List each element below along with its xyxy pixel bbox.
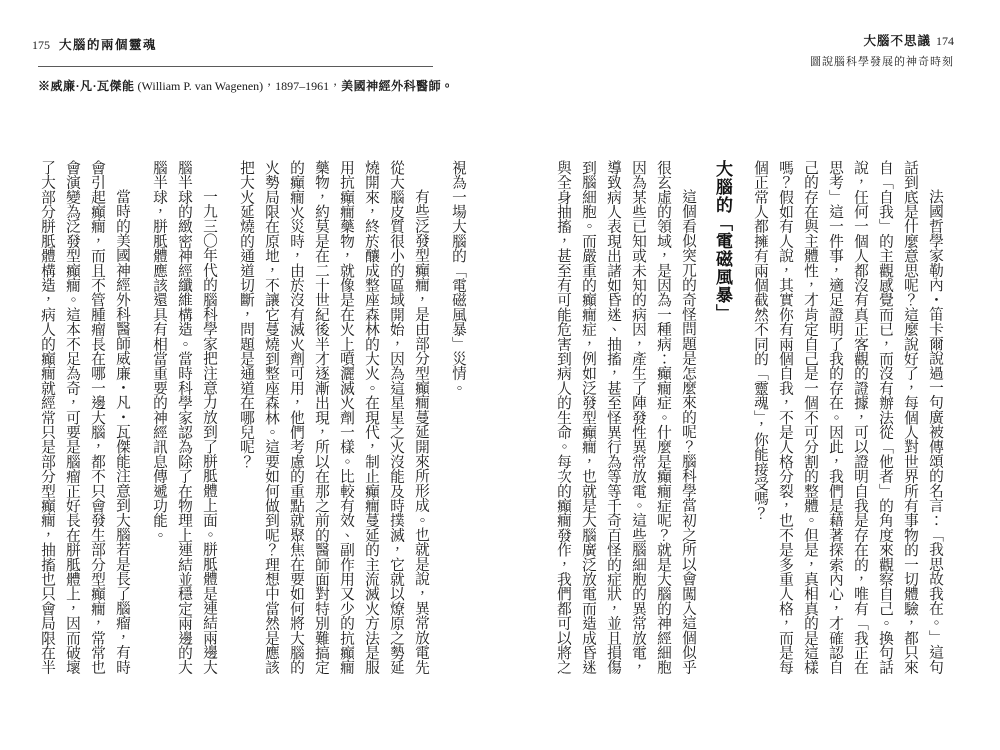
paragraph: 法國哲學家勒內・笛卡爾說過一句廣被傳頌的名言：「我思故我在。」這句話到底是什麼意思呢？這麼說好了，每個人對世界所有事物的一切體驗，都只來自「自我」的主觀感覺而已，而沒有辦法從「他者」的角度來觀察自己。換句話說，任何一個人都沒有真正客觀的證據，可以證明自我是存在的，唯有「我正在思考」這一件事，適足證明了我的存在。因此，我們是藉著探索內心，才確認自己的存在與主體性，才肯定自己是一個不可分割的整體。但是，真相真的是這樣嗎？假如有人說，其實你有兩個自我，不是人格分裂，也不是多重人格，而是每個正常人都擁有兩個截然不同的「靈魂」，你能接受嗎？ [752,160,943,675]
left-page-body [25,160,470,675]
book-title: 大腦不思議 [863,34,931,48]
paragraph: 當時的美國神經外科醫師威廉・凡・瓦傑能注意到大腦若是長了腦瘤，有時會引起癲癇，而且不管腫瘤長在哪一邊大腦，都不只會發生部分型癲癇，常常也會演變為泛發型癲癇。這本不足為奇，可要是腦瘤正好長在胼胝體上，因而破壞了大部分胼胝體構造，病人的癲癇就經常只是部分型癲癇，抽搐也只會局限在半 [39,160,130,675]
paragraph: 一九三〇年代的腦科學家把注意力放到了胼胝體上面。胼胝體是連結兩邊大腦半球的緻密神經纖維構造。當時科學家認為除了在物理上連結並穩定兩邊的大腦半球，胼胝體應該還具有相當重要的神經訊息傳遞功能。 [151,160,217,675]
footnote-name-latin: (William P. van Wagenen)，1897–1961， [134,79,342,93]
left-running-head [32,35,157,54]
footnote-name-zh: ※威廉·凡·瓦傑能 [38,79,135,93]
right-page-body [517,160,947,675]
left-chapter-title: 大腦的兩個靈魂 [59,38,158,52]
paragraph: 有些泛發型癲癇，是由部分型癲癇蔓延開來所形成。也就是說，異常放電先從大腦皮質很小的區域開始，因為這星星之火沒能及時撲滅，它就以燎原之勢延燒開來，終於釀成整座森林的大火。在現代，制止癲癇蔓延的主流滅火方法是服用抗癲癇藥物，就像是在火上噴灑滅火劑一樣。比較有效、副作用又少的抗癲癇藥物，約莫是在二十世紀後半才逐漸出現，所以在那之前的醫師面對特別難搞定的癲癇火災時，由於沒有滅火劑可用，他們考慮的重點就聚焦在要如何將大腦的火勢局限在原地，不讓它蔓燒到整座森林。這要如何做到呢？理想中當然是應該把大火延燒的通道切斷，問題是通道在哪兒呢？ [238,160,429,675]
left-page-number: 175 [32,38,50,52]
right-running-head [810,31,954,69]
footnote-divider [38,66,433,67]
section-heading: 大腦的「電磁風暴」 [713,160,732,322]
paragraph: 視為一場大腦的「電磁風暴」災情。 [450,160,466,396]
footnote [38,77,454,94]
right-page-number: 174 [936,34,954,48]
book-subtitle: 圖說腦科學發展的神奇時刻 [810,56,954,68]
paragraph: 這個看似突兀的奇怪問題是怎麼來的呢？腦科學當初之所以會闖入這個似乎很玄虛的領域，是因為一種病：癲癇症。什麼是癲癇症呢？就是大腦的神經細胞因為某些已知或未知的病因，產生了陣發性異常放電。這些腦細胞的異常放電，導致病人表現出諸如昏迷、抽搐，甚至怪異行為等等千奇百怪的症狀，並且損傷到腦細胞。而嚴重的癲癇症，例如泛發型癲癇，也就是大腦廣泛放電而造成昏迷與全身抽搐，甚至有可能危害到病人的生命。每次的癲癇發作，我們都可以將之 [555,160,696,675]
footnote-description: 美國神經外科醫師。 [341,79,454,93]
right-running-head-line1 [810,31,954,50]
